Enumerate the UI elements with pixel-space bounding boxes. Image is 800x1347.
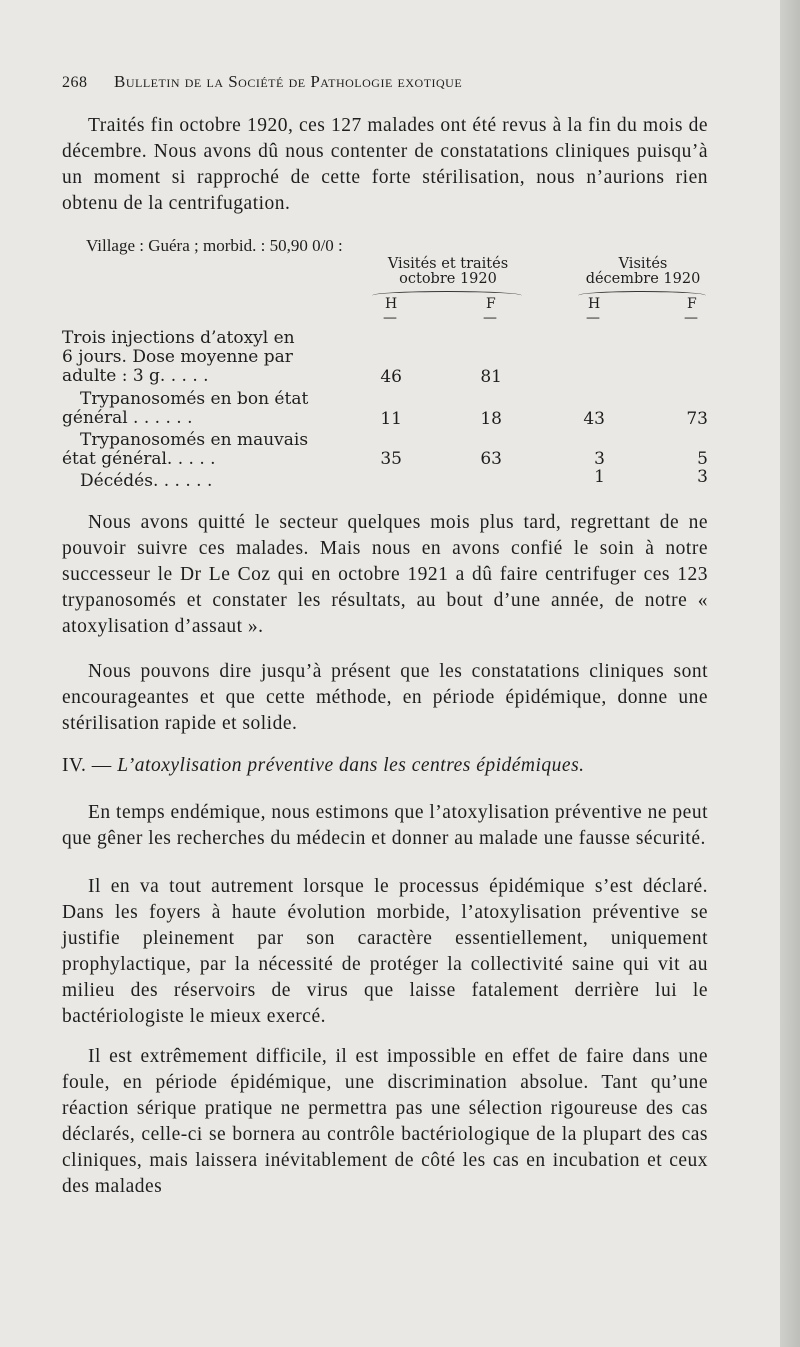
cell-decedes-dec-h: 1 (594, 467, 605, 487)
running-header (62, 72, 712, 92)
page-edge-shadow (780, 0, 800, 1347)
col-dec-h: H (588, 296, 601, 312)
cell-mauvais-etat-oct-f: 63 (480, 449, 502, 469)
paragraph-4: En temps endémique, nous estimons que l’atoxylisation préventive ne peut que gêner les recherches du médecin et donner au malade une fausse sécurité. (62, 802, 708, 849)
row-label-injections: Trois injections d’atoxyl en 6 jours. Dose moyenne par adulte : 3 g. . . . . (62, 328, 295, 386)
col-oct-h: H (385, 296, 398, 312)
cell-bon-etat-dec-f: 73 (686, 409, 708, 429)
journal-title: Bulletin de la Société de Pathologie exotique (114, 72, 463, 91)
cell-bon-etat-oct-f: 18 (480, 409, 502, 429)
col-oct-h-dash: — (383, 310, 397, 326)
paragraph-5: Il en va tout autrement lorsque le processus épidémique s’est déclaré. Dans les foyers à haute évolution morbide, l’atoxylisation préventive se justifie pleinement par son caractère essentiellement, uniquement prophylactique, par la nécessité de protéger la collectivité saine qui vit au milieu des réservoirs de virus que laisse fatalement derrière lui le bactériologiste le mieux exercé. (62, 876, 708, 1027)
row-label-decedes: Décédés. . . . . . (80, 471, 213, 491)
col-dec-f-dash: — (684, 310, 698, 326)
cell-bon-etat-oct-h: 11 (380, 409, 402, 429)
row-label-bon-etat: Trypanosomés en bon état général . . . . . . (62, 389, 309, 428)
cell-mauvais-etat-oct-h: 35 (380, 449, 402, 469)
section-number: IV. — (62, 755, 112, 776)
paragraph-1: Traités fin octobre 1920, ces 127 malades ont été revus à la fin du mois de décembre. Nous avons dû nous contenter de constatations cliniques puisqu’à un moment si rapproché de cette forte stérilisation, nous n’aurions rien obtenu de la centrifugation. (62, 115, 708, 214)
col-oct-f-dash: — (483, 310, 497, 326)
section-heading (62, 755, 712, 777)
col-dec-f: F (687, 296, 697, 312)
group-dec-title (578, 257, 708, 287)
group-oct-title-line1: Visités et traités (387, 256, 509, 272)
paragraph-6: Il est extrêmement difficile, il est impossible en effet de faire dans une foule, en période épidémique, une discrimination absolue. Tant qu’une réaction sérique pratique ne permettra pas une sélection rigoureuse des cas déclarés, celle-ci se bornera au contrôle bactériologique de la plupart des cas cliniques, mais laissera inévitablement de côté les cas en incubation et ceux des malades (62, 1046, 708, 1197)
group-oct-title (368, 257, 528, 287)
section-title: L’atoxylisation préventive dans les centres épidémiques. (117, 755, 585, 776)
village-line: Village : Guéra ; morbid. : 50,90 0/0 : (86, 236, 343, 255)
cell-mauvais-etat-dec-h: 3 (594, 449, 605, 469)
paragraph-2: Nous avons quitté le secteur quelques mois plus tard, regrettant de ne pouvoir suivre ces malades. Mais nous en avons confié le soin à notre successeur le Dr Le Coz qui en octobre 1921 a dû faire centrifuger ces 123 trypanosomés et constater les résultats, au bout d’une année, de notre « atoxylisation d’assaut ». (62, 512, 708, 637)
row-label-mauvais-etat: Trypanosomés en mauvais état général. . . . . (62, 430, 309, 469)
cell-bon-etat-dec-h: 43 (583, 409, 605, 429)
cell-mauvais-etat-dec-f: 5 (697, 449, 708, 469)
cell-injections-oct-f: 81 (480, 367, 502, 387)
paragraph-3: Nous pouvons dire jusqu’à présent que les constatations cliniques sont encourageantes et que cette méthode, en période épidémique, donne une stérilisation rapide et solide. (62, 661, 708, 734)
cell-decedes-dec-f: 3 (697, 467, 708, 487)
cell-injections-oct-h: 46 (380, 367, 402, 387)
page-number: 268 (62, 74, 88, 91)
group-dec-title-line1: Visités (618, 256, 668, 272)
group-dec-title-line2: décembre 1920 (585, 271, 701, 287)
col-oct-f: F (486, 296, 496, 312)
group-oct-title-line2: octobre 1920 (399, 271, 497, 287)
col-dec-h-dash: — (586, 310, 600, 326)
